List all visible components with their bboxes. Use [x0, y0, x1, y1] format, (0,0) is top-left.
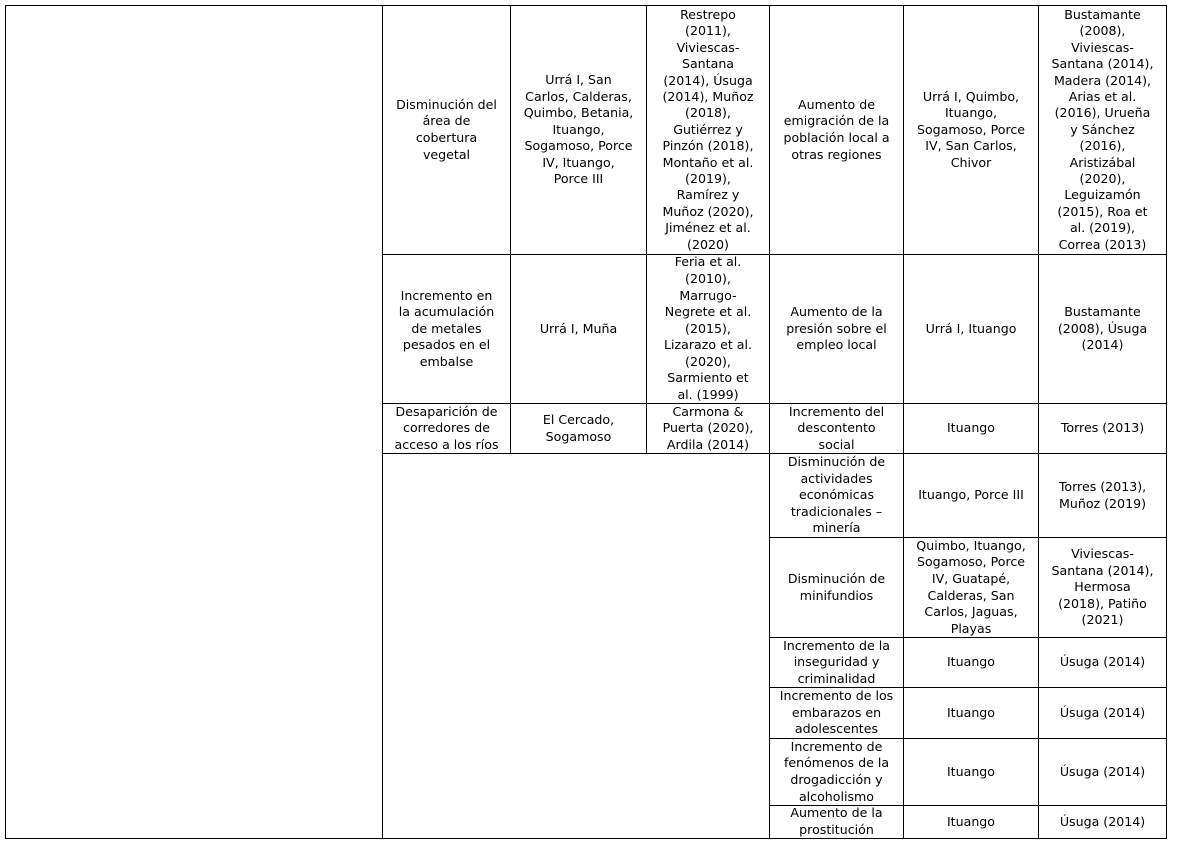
table-cell-projects: Urrá I, San Carlos, Calderas, Quimbo, Betania, Ituango, Sogamoso, Porce IV, Ituango, Porce III — [510, 5, 647, 255]
table-cell-sources: Restrepo (2011), Viviescas- Santana (2014), Úsuga (2014), Muñoz (2018), Gutiérrez y Pinzón (2018), Montaño et al. (2019), Ramírez y Muñoz (2020), Jiménez et al. (2020) — [646, 5, 770, 255]
table-cell-projects: Urrá I, Muña — [510, 254, 647, 404]
table-cell-projects: El Cercado, Sogamoso — [510, 403, 647, 454]
table-cell-impact: Incremento de fenómenos de la drogadicción y alcoholismo — [769, 738, 904, 806]
table-cell-impact: Aumento de la presión sobre el empleo local — [769, 254, 904, 404]
table-cell-projects: Ituango, Porce III — [903, 453, 1039, 538]
table-cell-impact: Desaparición de corredores de acceso a los ríos — [382, 403, 511, 454]
table-cell-impact: Disminución del área de cobertura vegetal — [382, 5, 511, 255]
table-cell-projects: Ituango — [903, 687, 1039, 739]
table-cell-sources: Viviescas- Santana (2014), Hermosa (2018), Patiño (2021) — [1038, 537, 1167, 638]
table-cell-projects: Urrá I, Quimbo, Ituango, Sogamoso, Porce IV, San Carlos, Chivor — [903, 5, 1039, 255]
table-cell-sources: Úsuga (2014) — [1038, 805, 1167, 839]
table-cell-projects: Quimbo, Ituango, Sogamoso, Porce IV, Guatapé, Calderas, San Carlos, Jaguas, Playas — [903, 537, 1039, 638]
table-cell-sources: Bustamante (2008), Úsuga (2014) — [1038, 254, 1167, 404]
table-cell-impact: Incremento de la inseguridad y criminalidad — [769, 637, 904, 688]
table-cell-projects: Ituango — [903, 403, 1039, 454]
table-cell-impact: Incremento del descontento social — [769, 403, 904, 454]
table-cell-impact: Aumento de la prostitución — [769, 805, 904, 839]
table-cell-projects: Ituango — [903, 738, 1039, 806]
table-cell-sources: Bustamante (2008), Viviescas- Santana (2014), Madera (2014), Arias et al. (2016), Urueña y Sánchez (2016), Aristizábal (2020), Leguizamón (2015), Roa et al. (2019), Correa (2013) — [1038, 5, 1167, 255]
table-cell-impact: Aumento de emigración de la población local a otras regiones — [769, 5, 904, 255]
table-cell-projects: Ituango — [903, 805, 1039, 839]
table-cell-sources: Úsuga (2014) — [1038, 687, 1167, 739]
table-cell-impact: Disminución de minifundios — [769, 537, 904, 638]
table-cell-sources: Torres (2013) — [1038, 403, 1167, 454]
table-cell-projects: Ituango — [903, 637, 1039, 688]
table-cell-impact: Incremento en la acumulación de metales pesados en el embalse — [382, 254, 511, 404]
table-cell-sources: Feria et al. (2010), Marrugo- Negrete et al. (2015), Lizarazo et al. (2020), Sarmiento et al. (1999) — [646, 254, 770, 404]
table-cell-projects: Urrá I, Ituango — [903, 254, 1039, 404]
table-cell-impact: Incremento de los embarazos en adolescentes — [769, 687, 904, 739]
table-cell-impact: Disminución de actividades económicas tradicionales – minería — [769, 453, 904, 538]
table-cell-sources: Úsuga (2014) — [1038, 738, 1167, 806]
table-cell-sources: Carmona & Puerta (2020), Ardila (2014) — [646, 403, 770, 454]
table-cell-sources: Torres (2013), Muñoz (2019) — [1038, 453, 1167, 538]
table-cell-sources: Úsuga (2014) — [1038, 637, 1167, 688]
